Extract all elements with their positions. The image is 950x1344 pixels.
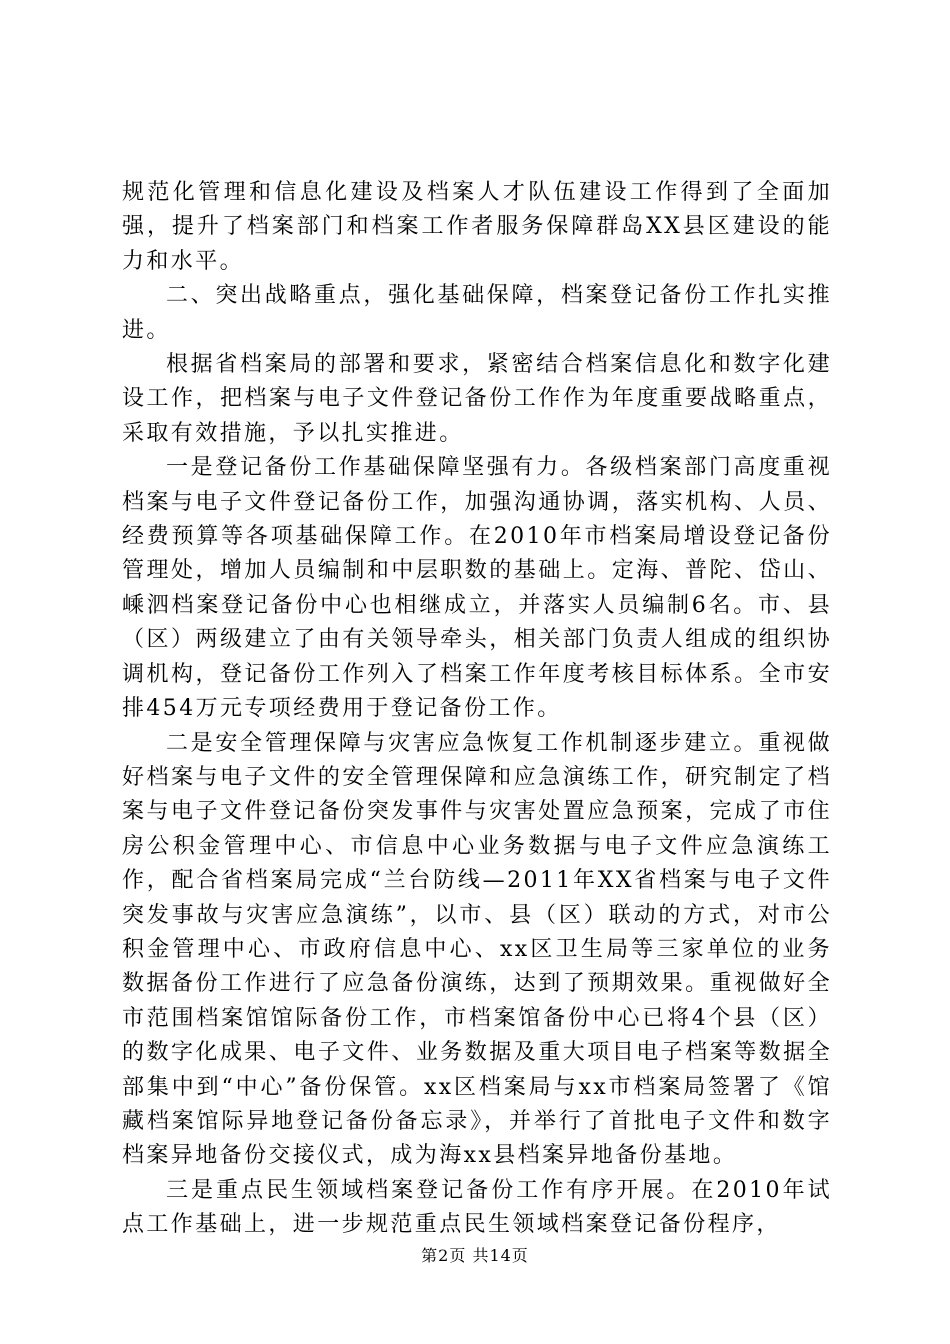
paragraph-point-one: 一是登记备份工作基础保障坚强有力。各级档案部门高度重视档案与电子文件登记备份工作，加强沟通协调，落实机构、人员、经费预算等各项基础保障工作。在2010年市档案局增设登记备份管理处，增加人员编制和中层职数的基础上。定海、普陀、岱山、嵊泗档案登记备份中心也相继成立，并落实人员编制6名。市、县（区）两级建立了由有关领导牵头，相关部门负责人组成的组织协调机构，登记备份工作列入了档案工作年度考核目标体系。全市安排454万元专项经费用于登记备份工作。 — [122, 455, 832, 722]
document-body — [122, 176, 832, 1243]
paragraph-point-three: 三是重点民生领域档案登记备份工作有序开展。在2010年试点工作基础上，进一步规范重点民生领域档案登记备份程序， — [122, 1177, 832, 1238]
section-heading-two: 二、突出战略重点，强化基础保障，档案登记备份工作扎实推进。 — [122, 283, 832, 343]
page-number-footer: 第2页 共14页 — [421, 1246, 529, 1265]
paragraph-point-two: 二是安全管理保障与灾害应急恢复工作机制逐步建立。重视做好档案与电子文件的安全管理保障和应急演练工作，研究制定了档案与电子文件登记备份突发事件与灾害处置应急预案，完成了市住房公积金管理中心、市信息中心业务数据与电子文件应急演练工作，配合省档案局完成“兰台防线—2011年XX省档案与电子文件突发事故与灾害应急演练”，以市、县（区）联动的方式，对市公积金管理中心、市政府信息中心、xx区卫生局等三家单位的业务数据备份工作进行了应急备份演练，达到了预期效果。重视做好全市范围档案馆馆际备份工作，市档案馆备份中心已将4个县（区）的数字化成果、电子文件、业务数据及重大项目电子档案等数据全部集中到“中心”备份保管。xx区档案局与xx市档案局签署了《馆藏档案馆际异地登记备份备忘录》，并举行了首批电子文件和数字档案异地备份交接仪式，成为海xx县档案异地备份基地。 — [122, 730, 832, 1169]
paragraph-intro: 根据省档案局的部署和要求，紧密结合档案信息化和数字化建设工作，把档案与电子文件登记备份工作作为年度重要战略重点，采取有效措施，予以扎实推进。 — [122, 352, 832, 446]
paragraph-continuation: 规范化管理和信息化建设及档案人才队伍建设工作得到了全面加强，提升了档案部门和档案工作者服务保障群岛XX县区建设的能力和水平。 — [122, 180, 832, 274]
